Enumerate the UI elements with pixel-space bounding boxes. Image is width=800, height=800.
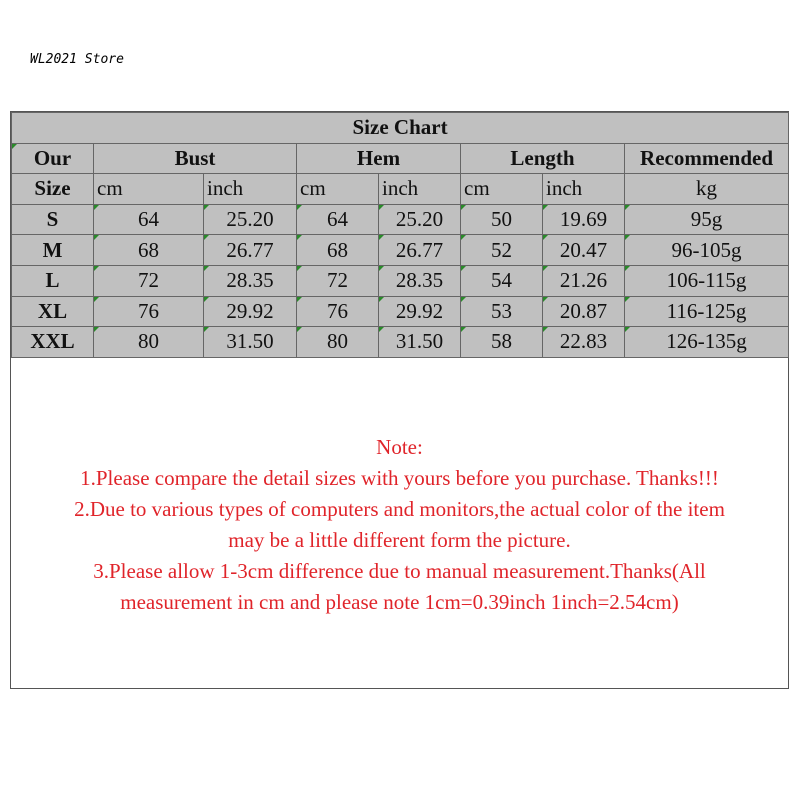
unit-bust-inch: inch — [204, 174, 297, 205]
header-size-top: Our — [12, 143, 94, 174]
unit-length-inch: inch — [543, 174, 625, 205]
unit-length-cm: cm — [461, 174, 543, 205]
recommended-cell: 116-125g — [625, 296, 789, 327]
unit-bust-cm: cm — [94, 174, 204, 205]
recommended-cell: 95g — [625, 204, 789, 235]
header-size-bottom: Size — [12, 174, 94, 205]
header-row — [12, 143, 789, 174]
hem-inch-cell: 29.92 — [379, 296, 461, 327]
length-inch-cell: 20.47 — [543, 235, 625, 266]
bust-cm-cell: 64 — [94, 204, 204, 235]
table-row — [12, 296, 789, 327]
note-line: 2.Due to various types of computers and monitors,the actual color of the item — [74, 497, 725, 521]
recommended-cell: 126-135g — [625, 327, 789, 358]
note-line: 1.Please compare the detail sizes with yours before you purchase. Thanks!!! — [80, 466, 719, 490]
table-title: Size Chart — [12, 113, 789, 144]
size-chart-panel — [10, 111, 789, 689]
size-cell: L — [12, 265, 94, 296]
bust-inch-cell: 31.50 — [204, 327, 297, 358]
hem-inch-cell: 26.77 — [379, 235, 461, 266]
hem-cm-cell: 72 — [297, 265, 379, 296]
length-inch-cell: 20.87 — [543, 296, 625, 327]
note-line: may be a little different form the picture. — [228, 528, 571, 552]
store-name: WL2021 Store — [30, 52, 124, 67]
bust-cm-cell: 80 — [94, 327, 204, 358]
header-bust: Bust — [94, 143, 297, 174]
size-chart-table — [11, 112, 789, 358]
note-heading: Note: — [376, 435, 423, 459]
length-inch-cell: 22.83 — [543, 327, 625, 358]
bust-cm-cell: 76 — [94, 296, 204, 327]
hem-cm-cell: 80 — [297, 327, 379, 358]
hem-inch-cell: 25.20 — [379, 204, 461, 235]
header-length: Length — [461, 143, 625, 174]
size-cell: M — [12, 235, 94, 266]
table-row — [12, 265, 789, 296]
hem-cm-cell: 68 — [297, 235, 379, 266]
table-row — [12, 204, 789, 235]
unit-hem-cm: cm — [297, 174, 379, 205]
length-cm-cell: 50 — [461, 204, 543, 235]
length-cm-cell: 58 — [461, 327, 543, 358]
length-cm-cell: 52 — [461, 235, 543, 266]
size-cell: XXL — [12, 327, 94, 358]
bust-inch-cell: 26.77 — [204, 235, 297, 266]
length-cm-cell: 53 — [461, 296, 543, 327]
bust-cm-cell: 72 — [94, 265, 204, 296]
length-inch-cell: 21.26 — [543, 265, 625, 296]
note-line: measurement in cm and please note 1cm=0.39inch 1inch=2.54cm) — [120, 590, 679, 614]
note-line: 3.Please allow 1-3cm difference due to manual measurement.Thanks(All — [93, 559, 706, 583]
header-hem: Hem — [297, 143, 461, 174]
hem-inch-cell: 28.35 — [379, 265, 461, 296]
bust-cm-cell: 68 — [94, 235, 204, 266]
table-row — [12, 327, 789, 358]
bust-inch-cell: 29.92 — [204, 296, 297, 327]
notes-block — [11, 432, 788, 618]
recommended-cell: 96-105g — [625, 235, 789, 266]
units-row — [12, 174, 789, 205]
header-recommended: Recommended — [625, 143, 789, 174]
bust-inch-cell: 28.35 — [204, 265, 297, 296]
table-row — [12, 235, 789, 266]
title-row — [12, 113, 789, 144]
hem-cm-cell: 64 — [297, 204, 379, 235]
unit-recommended-kg: kg — [625, 174, 789, 205]
unit-hem-inch: inch — [379, 174, 461, 205]
hem-inch-cell: 31.50 — [379, 327, 461, 358]
bust-inch-cell: 25.20 — [204, 204, 297, 235]
length-inch-cell: 19.69 — [543, 204, 625, 235]
length-cm-cell: 54 — [461, 265, 543, 296]
recommended-cell: 106-115g — [625, 265, 789, 296]
size-cell: XL — [12, 296, 94, 327]
hem-cm-cell: 76 — [297, 296, 379, 327]
size-cell: S — [12, 204, 94, 235]
